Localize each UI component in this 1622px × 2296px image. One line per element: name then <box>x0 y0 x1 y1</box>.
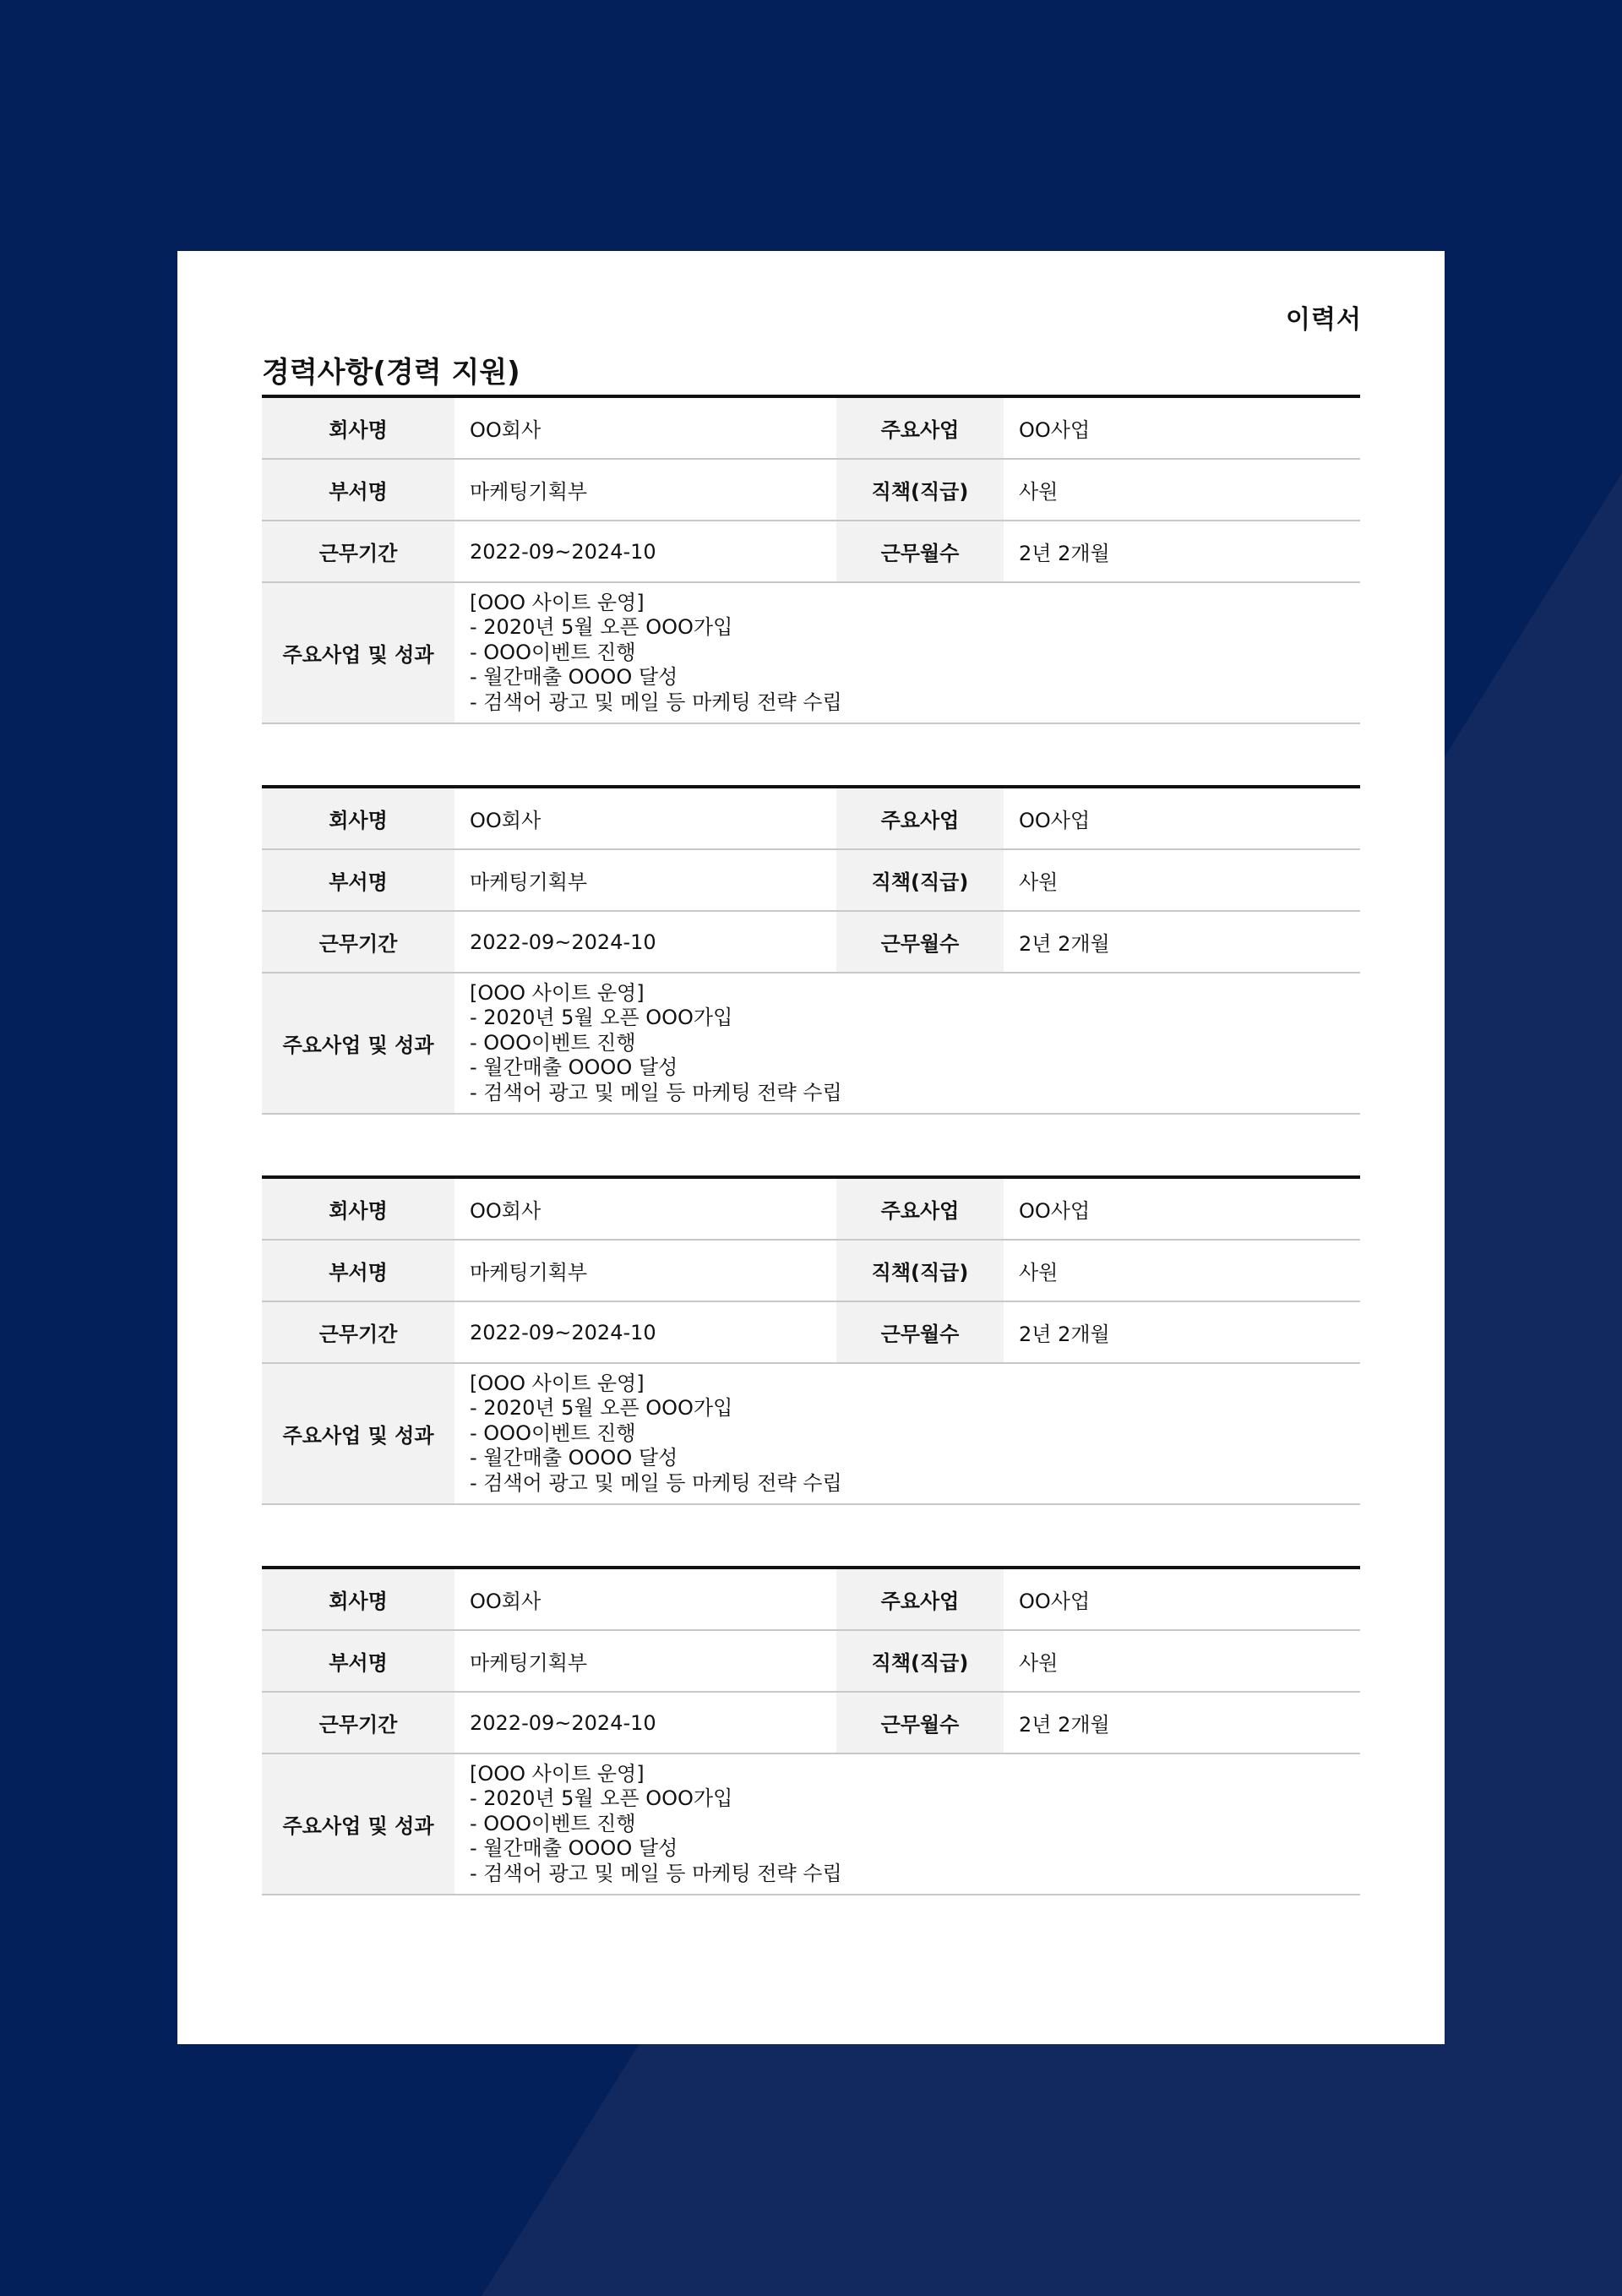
career-table <box>262 1175 1360 1505</box>
position-label: 직책(직급) <box>836 1240 1004 1301</box>
period-value: 2022-09~2024-10 <box>454 911 836 973</box>
position-label: 직책(직급) <box>836 459 1004 521</box>
resume-page <box>177 251 1445 2044</box>
achievement-line: - 검색어 광고 및 메일 등 마케팅 전략 수립 <box>470 690 842 714</box>
period-label: 근무기간 <box>262 911 454 973</box>
department-label: 부서명 <box>262 849 454 911</box>
table-row <box>262 849 1360 911</box>
achievement-line: - 검색어 광고 및 메일 등 마케팅 전략 수립 <box>470 1080 842 1104</box>
department-label: 부서명 <box>262 1240 454 1301</box>
table-row <box>262 1177 1360 1240</box>
period-label: 근무기간 <box>262 1301 454 1363</box>
period-value: 2022-09~2024-10 <box>454 521 836 582</box>
department-label: 부서명 <box>262 1630 454 1692</box>
table-row <box>262 911 1360 973</box>
months-value: 2년 2개월 <box>1004 1301 1360 1363</box>
table-row <box>262 1301 1360 1363</box>
months-value: 2년 2개월 <box>1004 911 1360 973</box>
achievement-line: - 2020년 5월 오픈 OOO가입 <box>470 1786 733 1811</box>
main-business-value: OO사업 <box>1004 787 1360 849</box>
department-value: 마케팅기획부 <box>454 459 836 521</box>
achievements-label: 주요사업 및 성과 <box>262 973 454 1114</box>
career-table <box>262 1566 1360 1895</box>
table-row <box>262 1363 1360 1504</box>
achievement-line: - OOO이벤트 진행 <box>470 1811 636 1835</box>
period-label: 근무기간 <box>262 521 454 582</box>
months-label: 근무월수 <box>836 911 1004 973</box>
achievement-line: - 검색어 광고 및 메일 등 마케팅 전략 수립 <box>470 1861 842 1885</box>
period-label: 근무기간 <box>262 1692 454 1753</box>
main-business-label: 주요사업 <box>836 787 1004 849</box>
main-business-label: 주요사업 <box>836 1568 1004 1630</box>
table-row <box>262 459 1360 521</box>
document-title: 이력서 <box>1286 305 1362 335</box>
company-value: OO회사 <box>454 787 836 849</box>
achievements-label: 주요사업 및 성과 <box>262 1363 454 1504</box>
achievement-line: - 검색어 광고 및 메일 등 마케팅 전략 수립 <box>470 1470 842 1495</box>
table-row <box>262 521 1360 582</box>
department-label: 부서명 <box>262 459 454 521</box>
table-row <box>262 582 1360 723</box>
months-label: 근무월수 <box>836 1301 1004 1363</box>
company-value: OO회사 <box>454 396 836 459</box>
achievement-line: [OOO 사이트 운영] <box>470 980 645 1005</box>
achievement-line: - OOO이벤트 진행 <box>470 1030 636 1055</box>
achievement-line: - 월간매출 OOOO 달성 <box>470 1836 678 1861</box>
months-value: 2년 2개월 <box>1004 521 1360 582</box>
main-business-label: 주요사업 <box>836 396 1004 459</box>
position-label: 직책(직급) <box>836 849 1004 911</box>
achievement-line: [OOO 사이트 운영] <box>470 1761 645 1786</box>
achievements-label: 주요사업 및 성과 <box>262 1753 454 1895</box>
achievement-line: - 월간매출 OOOO 달성 <box>470 1055 678 1080</box>
achievement-line: - 2020년 5월 오픈 OOO가입 <box>470 1006 733 1030</box>
months-label: 근무월수 <box>836 521 1004 582</box>
achievement-line: - 월간매출 OOOO 달성 <box>470 1446 678 1470</box>
months-value: 2년 2개월 <box>1004 1692 1360 1753</box>
company-label: 회사명 <box>262 1177 454 1240</box>
department-value: 마케팅기획부 <box>454 1240 836 1301</box>
table-row <box>262 396 1360 459</box>
table-row <box>262 787 1360 849</box>
achievements-value <box>454 1363 1360 1504</box>
period-value: 2022-09~2024-10 <box>454 1692 836 1753</box>
career-table <box>262 395 1360 724</box>
months-label: 근무월수 <box>836 1692 1004 1753</box>
position-value: 사원 <box>1004 459 1360 521</box>
achievements-value <box>454 973 1360 1114</box>
department-value: 마케팅기획부 <box>454 1630 836 1692</box>
position-value: 사원 <box>1004 1240 1360 1301</box>
achievement-line: - 2020년 5월 오픈 OOO가입 <box>470 615 733 640</box>
table-row <box>262 1630 1360 1692</box>
achievement-line: - 월간매출 OOOO 달성 <box>470 665 678 690</box>
position-value: 사원 <box>1004 1630 1360 1692</box>
achievement-line: [OOO 사이트 운영] <box>470 590 645 614</box>
period-value: 2022-09~2024-10 <box>454 1301 836 1363</box>
company-label: 회사명 <box>262 396 454 459</box>
company-value: OO회사 <box>454 1177 836 1240</box>
position-label: 직책(직급) <box>836 1630 1004 1692</box>
achievements-value <box>454 1753 1360 1895</box>
company-label: 회사명 <box>262 1568 454 1630</box>
table-row <box>262 1753 1360 1895</box>
main-business-value: OO사업 <box>1004 1177 1360 1240</box>
table-row <box>262 1240 1360 1301</box>
main-business-value: OO사업 <box>1004 1568 1360 1630</box>
table-row <box>262 1692 1360 1753</box>
achievements-value <box>454 582 1360 723</box>
company-label: 회사명 <box>262 787 454 849</box>
table-row <box>262 1568 1360 1630</box>
achievement-line: [OOO 사이트 운영] <box>470 1371 645 1395</box>
main-business-label: 주요사업 <box>836 1177 1004 1240</box>
company-value: OO회사 <box>454 1568 836 1630</box>
career-table <box>262 785 1360 1115</box>
section-title: 경력사항(경력 지원) <box>262 356 520 390</box>
achievement-line: - 2020년 5월 오픈 OOO가입 <box>470 1396 733 1421</box>
department-value: 마케팅기획부 <box>454 849 836 911</box>
main-business-value: OO사업 <box>1004 396 1360 459</box>
position-value: 사원 <box>1004 849 1360 911</box>
table-row <box>262 973 1360 1114</box>
achievements-label: 주요사업 및 성과 <box>262 582 454 723</box>
achievement-line: - OOO이벤트 진행 <box>470 1421 636 1445</box>
achievement-line: - OOO이벤트 진행 <box>470 640 636 664</box>
